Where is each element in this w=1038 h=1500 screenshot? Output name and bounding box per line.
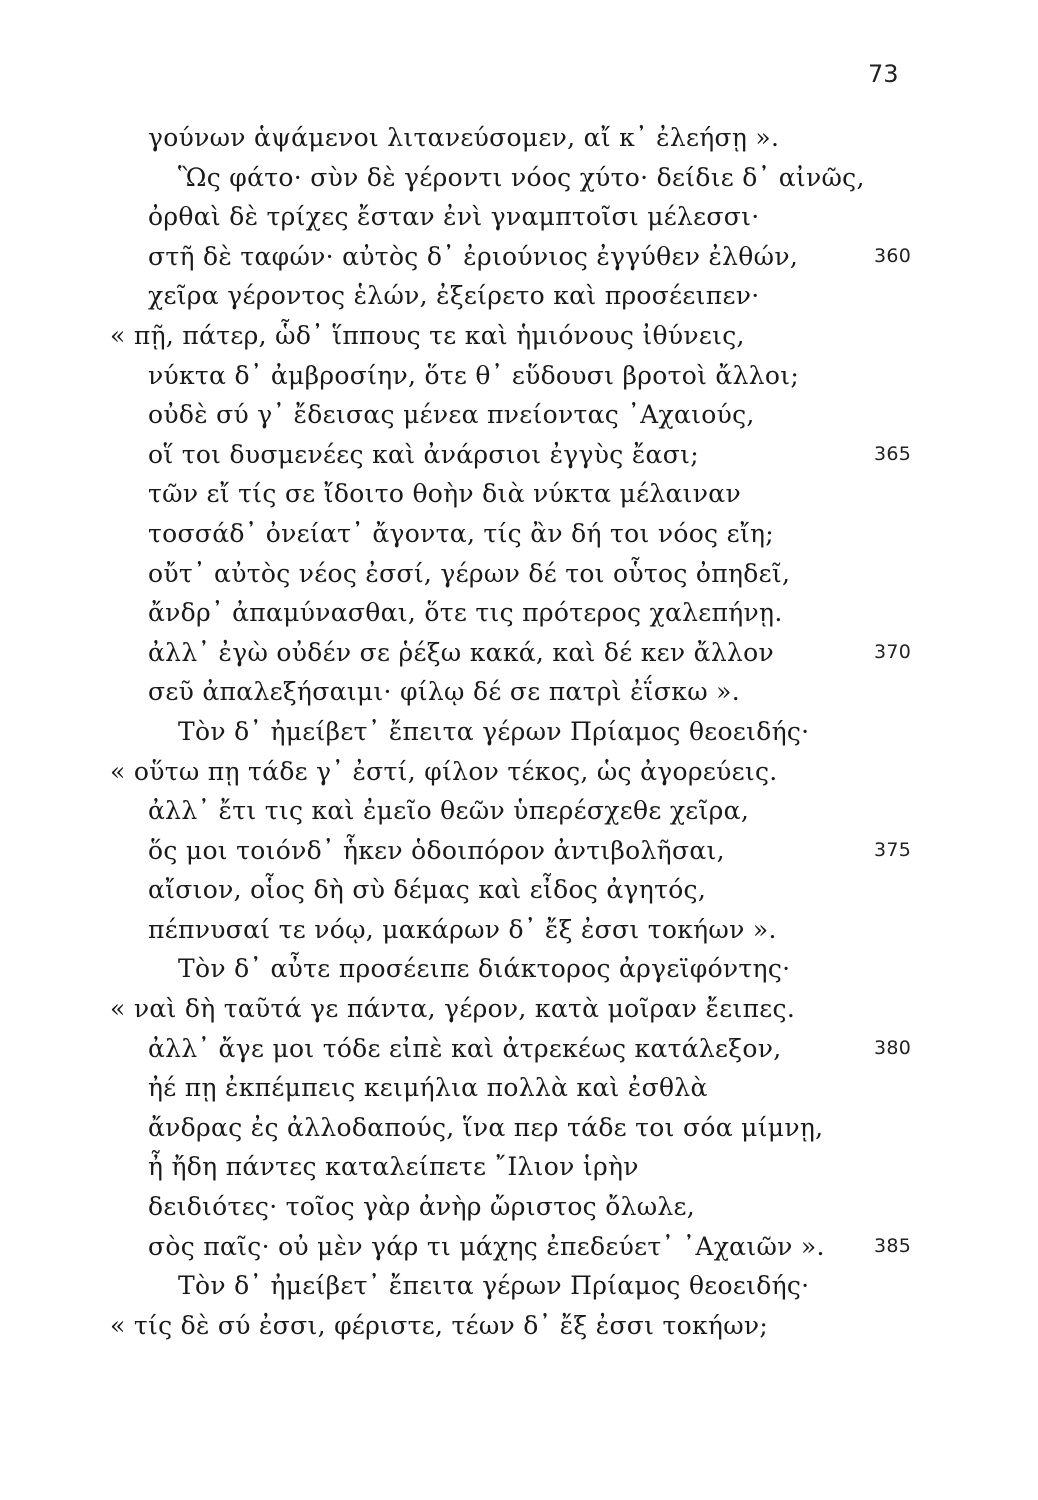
verse-line xyxy=(0,672,1038,712)
verse-line xyxy=(0,910,1038,950)
line-number: 385 xyxy=(874,1234,912,1257)
verse-line xyxy=(0,118,1038,158)
verse-line-text: ἄνδρας ἐς ἀλλοδαπούς, ἵνα περ τάδε τοι σόα μίμνῃ, xyxy=(148,1112,824,1142)
verse-line xyxy=(0,316,1038,356)
verse-line xyxy=(0,791,1038,831)
verse-line xyxy=(0,395,1038,435)
verse-line xyxy=(0,831,1038,871)
verse-line xyxy=(0,1108,1038,1148)
verse-line-text: ἦ ἤδη πάντες καταλείπετε ῎Ιλιον ἱρὴν xyxy=(148,1152,639,1182)
verse-line xyxy=(0,1266,1038,1306)
verse-line-text: σεῦ ἀπαλεξήσαιμι· φίλῳ δέ σε πατρὶ ἐΐσκω ». xyxy=(148,677,740,707)
verse-line xyxy=(0,276,1038,316)
verse-line-text: δειδιότες· τοῖος γὰρ ἀνὴρ ὤριστος ὄλωλε, xyxy=(148,1192,696,1222)
verse-line-text: σὸς παῖς· οὐ μὲν γάρ τι μάχης ἐπεδεύετ᾽ ᾽Αχαιῶν ». xyxy=(148,1231,825,1261)
verse-line xyxy=(0,989,1038,1029)
page-number: 73 xyxy=(868,60,899,88)
verse-line xyxy=(0,1068,1038,1108)
verse-line xyxy=(0,1306,1038,1346)
verse-line xyxy=(0,474,1038,514)
verse-line xyxy=(0,949,1038,989)
verse-line-text: ἀλλ᾽ ἐγὼ οὐδέν σε ῥέξω κακά, καὶ δέ κεν ἄλλον xyxy=(148,637,774,667)
verse-line-text: νύκτα δ᾽ ἀμβροσίην, ὅτε θ᾽ εὕδουσι βροτοὶ ἄλλοι; xyxy=(148,360,800,390)
verse-line-text: οὐδὲ σύ γ᾽ ἔδεισας μένεα πνείοντας ᾽Αχαιούς, xyxy=(148,400,755,430)
verse-line-text: Τὸν δ᾽ ἠμείβετ᾽ ἔπειτα γέρων Πρίαμος θεοειδής· xyxy=(178,1271,810,1301)
verse-block xyxy=(0,118,1038,1345)
verse-line-text: χεῖρα γέροντος ἑλών, ἐξείρετο καὶ προσέειπεν· xyxy=(148,281,760,311)
line-number: 375 xyxy=(874,838,912,861)
line-number: 380 xyxy=(874,1036,912,1059)
verse-line-text: τῶν εἴ τίς σε ἴδοιτο θοὴν διὰ νύκτα μέλαιναν xyxy=(148,479,741,509)
verse-line-text: « πῇ, πάτερ, ὧδ᾽ ἵππους τε καὶ ἡμιόνους ἰθύνεις, xyxy=(110,320,745,350)
verse-line-text: « ναὶ δὴ ταῦτά γε πάντα, γέρον, κατὰ μοῖραν ἔειπες. xyxy=(110,994,796,1024)
verse-line xyxy=(0,633,1038,673)
verse-line-text: « τίς δὲ σύ ἐσσι, φέριστε, τέων δ᾽ ἔξ ἐσσι τοκήων; xyxy=(110,1310,769,1340)
verse-line-text: ἄνδρ᾽ ἀπαμύνασθαι, ὅτε τις πρότερος χαλεπήνῃ. xyxy=(148,598,783,628)
verse-line-text: ἀλλ᾽ ἔτι τις καὶ ἐμεῖο θεῶν ὑπερέσχεθε χεῖρα, xyxy=(148,796,750,826)
verse-line-text: Τὸν δ᾽ αὖτε προσέειπε διάκτορος ἀργεϊφόντης· xyxy=(178,954,791,984)
verse-line xyxy=(0,1147,1038,1187)
verse-line-text: ὅς μοι τοιόνδ᾽ ἧκεν ὁδοιπόρον ἀντιβολῆσαι, xyxy=(148,835,725,865)
verse-line-text: ἠέ πῃ ἐκπέμπεις κειμήλια πολλὰ καὶ ἐσθλὰ xyxy=(148,1073,708,1103)
verse-line-text: γούνων ἁψάμενοι λιτανεύσομεν, αἴ κ᾽ ἐλεήσῃ ». xyxy=(148,123,780,152)
verse-line-text: ὀρθαὶ δὲ τρίχες ἔσταν ἐνὶ γναμπτοῖσι μέλεσσι· xyxy=(148,202,760,232)
verse-line xyxy=(0,752,1038,792)
verse-line-text: στῆ δὲ ταφών· αὐτὸς δ᾽ ἐριούνιος ἐγγύθεν ἐλθών, xyxy=(148,241,799,271)
verse-line-text: οὔτ᾽ αὐτὸς νέος ἐσσί, γέρων δέ τοι οὗτος ὀπηδεῖ, xyxy=(148,558,791,588)
verse-line xyxy=(0,554,1038,594)
verse-line xyxy=(0,593,1038,633)
line-number: 365 xyxy=(874,442,912,465)
verse-line-text: Τὸν δ᾽ ἠμείβετ᾽ ἔπειτα γέρων Πρίαμος θεοειδής· xyxy=(178,716,810,746)
verse-line-text: Ὣς φάτο· σὺν δὲ γέροντι νόος χύτο· δείδιε δ᾽ αἰνῶς, xyxy=(178,162,865,192)
verse-line-text: αἴσιον, οἷος δὴ σὺ δέμας καὶ εἶδος ἀγητός, xyxy=(148,875,707,905)
verse-line-text: οἵ τοι δυσμενέες καὶ ἀνάρσιοι ἐγγὺς ἔασι; xyxy=(148,439,699,469)
verse-line xyxy=(0,1187,1038,1227)
verse-line xyxy=(0,158,1038,198)
verse-line xyxy=(0,514,1038,554)
verse-line xyxy=(0,870,1038,910)
verse-line xyxy=(0,1227,1038,1267)
verse-line-text: πέπνυσαί τε νόῳ, μακάρων δ᾽ ἔξ ἐσσι τοκήων ». xyxy=(148,914,777,944)
verse-line-text: τοσσάδ᾽ ὀνείατ᾽ ἄγοντα, τίς ἂν δή τοι νόος εἴη; xyxy=(148,518,774,548)
verse-line xyxy=(0,435,1038,475)
line-number: 370 xyxy=(874,640,912,663)
verse-line-text: « οὕτω πῃ τάδε γ᾽ ἐστί, φίλον τέκος, ὡς ἀγορεύεις. xyxy=(110,756,778,786)
verse-line xyxy=(0,237,1038,277)
verse-line xyxy=(0,712,1038,752)
verse-line xyxy=(0,197,1038,237)
verse-line xyxy=(0,1029,1038,1069)
line-number: 360 xyxy=(874,244,912,267)
verse-line-text: ἀλλ᾽ ἄγε μοι τόδε εἰπὲ καὶ ἀτρεκέως κατάλεξον, xyxy=(148,1033,782,1063)
verse-line xyxy=(0,356,1038,396)
